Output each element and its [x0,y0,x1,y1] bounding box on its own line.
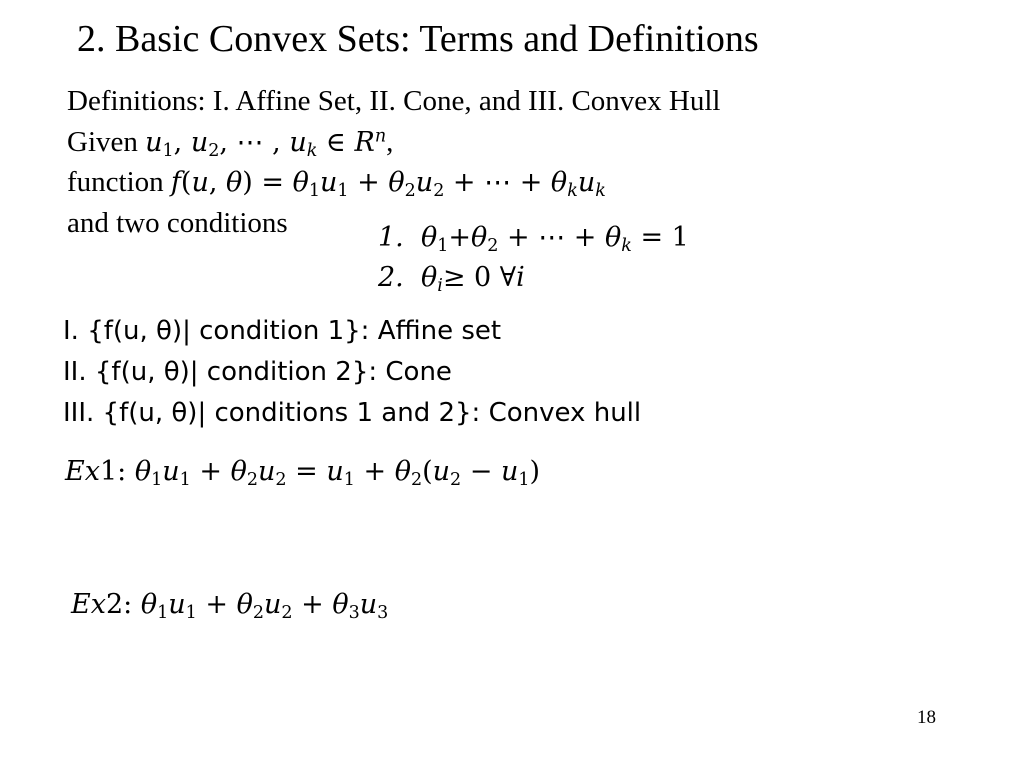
set-cone-name: Cone [385,357,452,387]
set-convex-hull [63,393,641,433]
example-1 [65,452,540,492]
conditions-intro: and two conditions [67,207,288,239]
set-affine-numeral: I. [63,316,79,346]
condition-1-math: $\theta_1+\theta_2$ + ⋯ + $\theta_k = 1$ [420,222,689,256]
given-suffix: , [386,126,394,158]
condition-1 [378,218,689,258]
example-1-label: Ex1: [65,456,127,487]
condition-2-math: $\theta_i\ge 0$ ∀i [420,262,525,296]
given-vectors-math: $u_1$, $u_2$, ⋯ , $u_k$ ∈ $R^n$ [145,126,387,161]
given-line [67,122,393,163]
function-prefix: function [67,166,164,198]
condition-1-marker: 1. [378,222,404,253]
set-cone-expr: {f(u, θ)| condition 2}: [94,357,378,387]
set-cone [63,352,452,392]
condition-2 [378,258,525,298]
given-prefix: Given [67,126,138,158]
page-number: 18 [917,707,936,728]
example-2-label: Ex2: [71,589,133,620]
slide-title: 2. Basic Convex Sets: Terms and Definitions [77,18,759,60]
set-cone-numeral: II. [63,357,87,387]
set-affine-name: Affine set [377,316,502,346]
condition-2-marker: 2. [378,262,404,293]
set-affine [63,311,501,351]
example-2-math: $\theta_1u_1 + \theta_2u_2 + \theta_3u_3$ [140,589,389,623]
function-line [67,162,606,203]
set-affine-expr: {f(u, θ)| condition 1}: [87,316,370,346]
set-convex-hull-expr: {f(u, θ)| conditions 1 and 2}: [102,398,481,428]
set-convex-hull-numeral: III. [63,398,95,428]
example-2 [71,585,388,625]
function-definition-math: f(u, $\theta) = \theta_1u_1 + \theta_2u_2$ + ⋯ + $\theta_ku_k$ [170,167,606,201]
example-1-math: $\theta_1u_1 + \theta_2u_2 = u_1 + \theta_2(u_2 - u_1)$ [134,456,541,490]
definitions-heading: Definitions: I. Affine Set, II. Cone, and III. Convex Hull [67,85,721,117]
set-convex-hull-name: Convex hull [488,398,642,428]
